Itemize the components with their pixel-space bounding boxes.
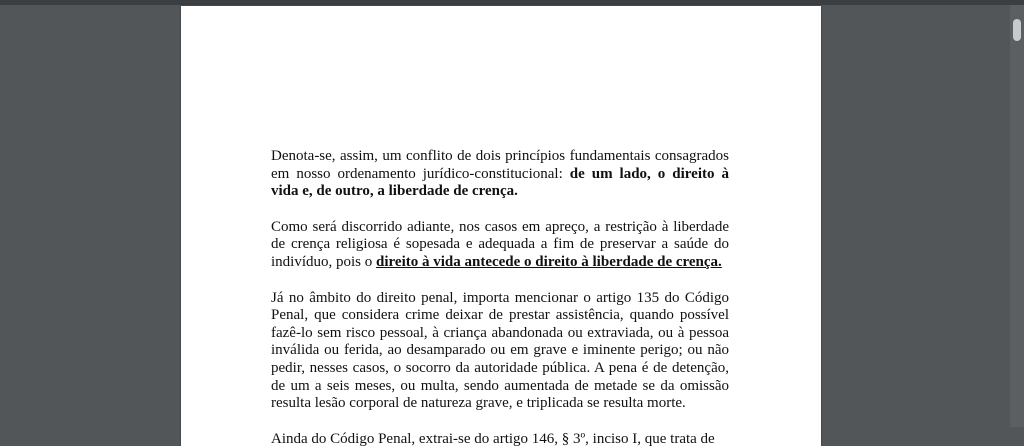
- paragraph-conflict-emphasis: de um lado, o direito à vida e, de outro, a liberdade de crença.: [271, 165, 729, 200]
- paragraph-restriction-emphasis: direito à vida antecede o direito à liberdade de crença.: [376, 253, 722, 270]
- paragraph-restriction-text: Como será discorrido adiante, nos casos em apreço, a restrição à liberdade de crença religiosa é sopesada e adequada a fim de preservar a saúde do indivíduo, pois o: [271, 218, 729, 270]
- scrollbar-thumb[interactable]: [1013, 19, 1021, 41]
- paragraph-conflict-text: Denota-se, assim, um conflito de dois princípios fundamentais consagrados em nosso ordenamento jurídico-constitucional:: [271, 148, 729, 182]
- vertical-scrollbar[interactable]: [1010, 5, 1024, 427]
- page-text-body: [271, 148, 729, 446]
- document-page: [181, 6, 821, 446]
- paragraph-penal-code: Já no âmbito do direito penal, importa mencionar o artigo 135 do Código Penal, que considera crime deixar de prestar assistência, quando possível fazê-lo sem risco pessoal, à criança abandonada ou extraviada, ou à pessoa inválida ou ferida, ao desamparado ou em grave e iminente perigo; ou não pedir, nesses casos, o socorro da autoridade pública. A pena é de detenção, de um a seis meses, ou multa, sendo aumentada de metade se da omissão resulta lesão corporal de natureza grave, e triplicada se resulta morte.: [271, 289, 729, 412]
- paragraph-restriction: [271, 219, 729, 272]
- viewer-top-bar: [0, 0, 1024, 5]
- paragraph-article-146: Ainda do Código Penal, extrai-se do artigo 146, § 3º, inciso I, que trata de: [271, 430, 715, 446]
- paragraph-conflict: [271, 148, 729, 201]
